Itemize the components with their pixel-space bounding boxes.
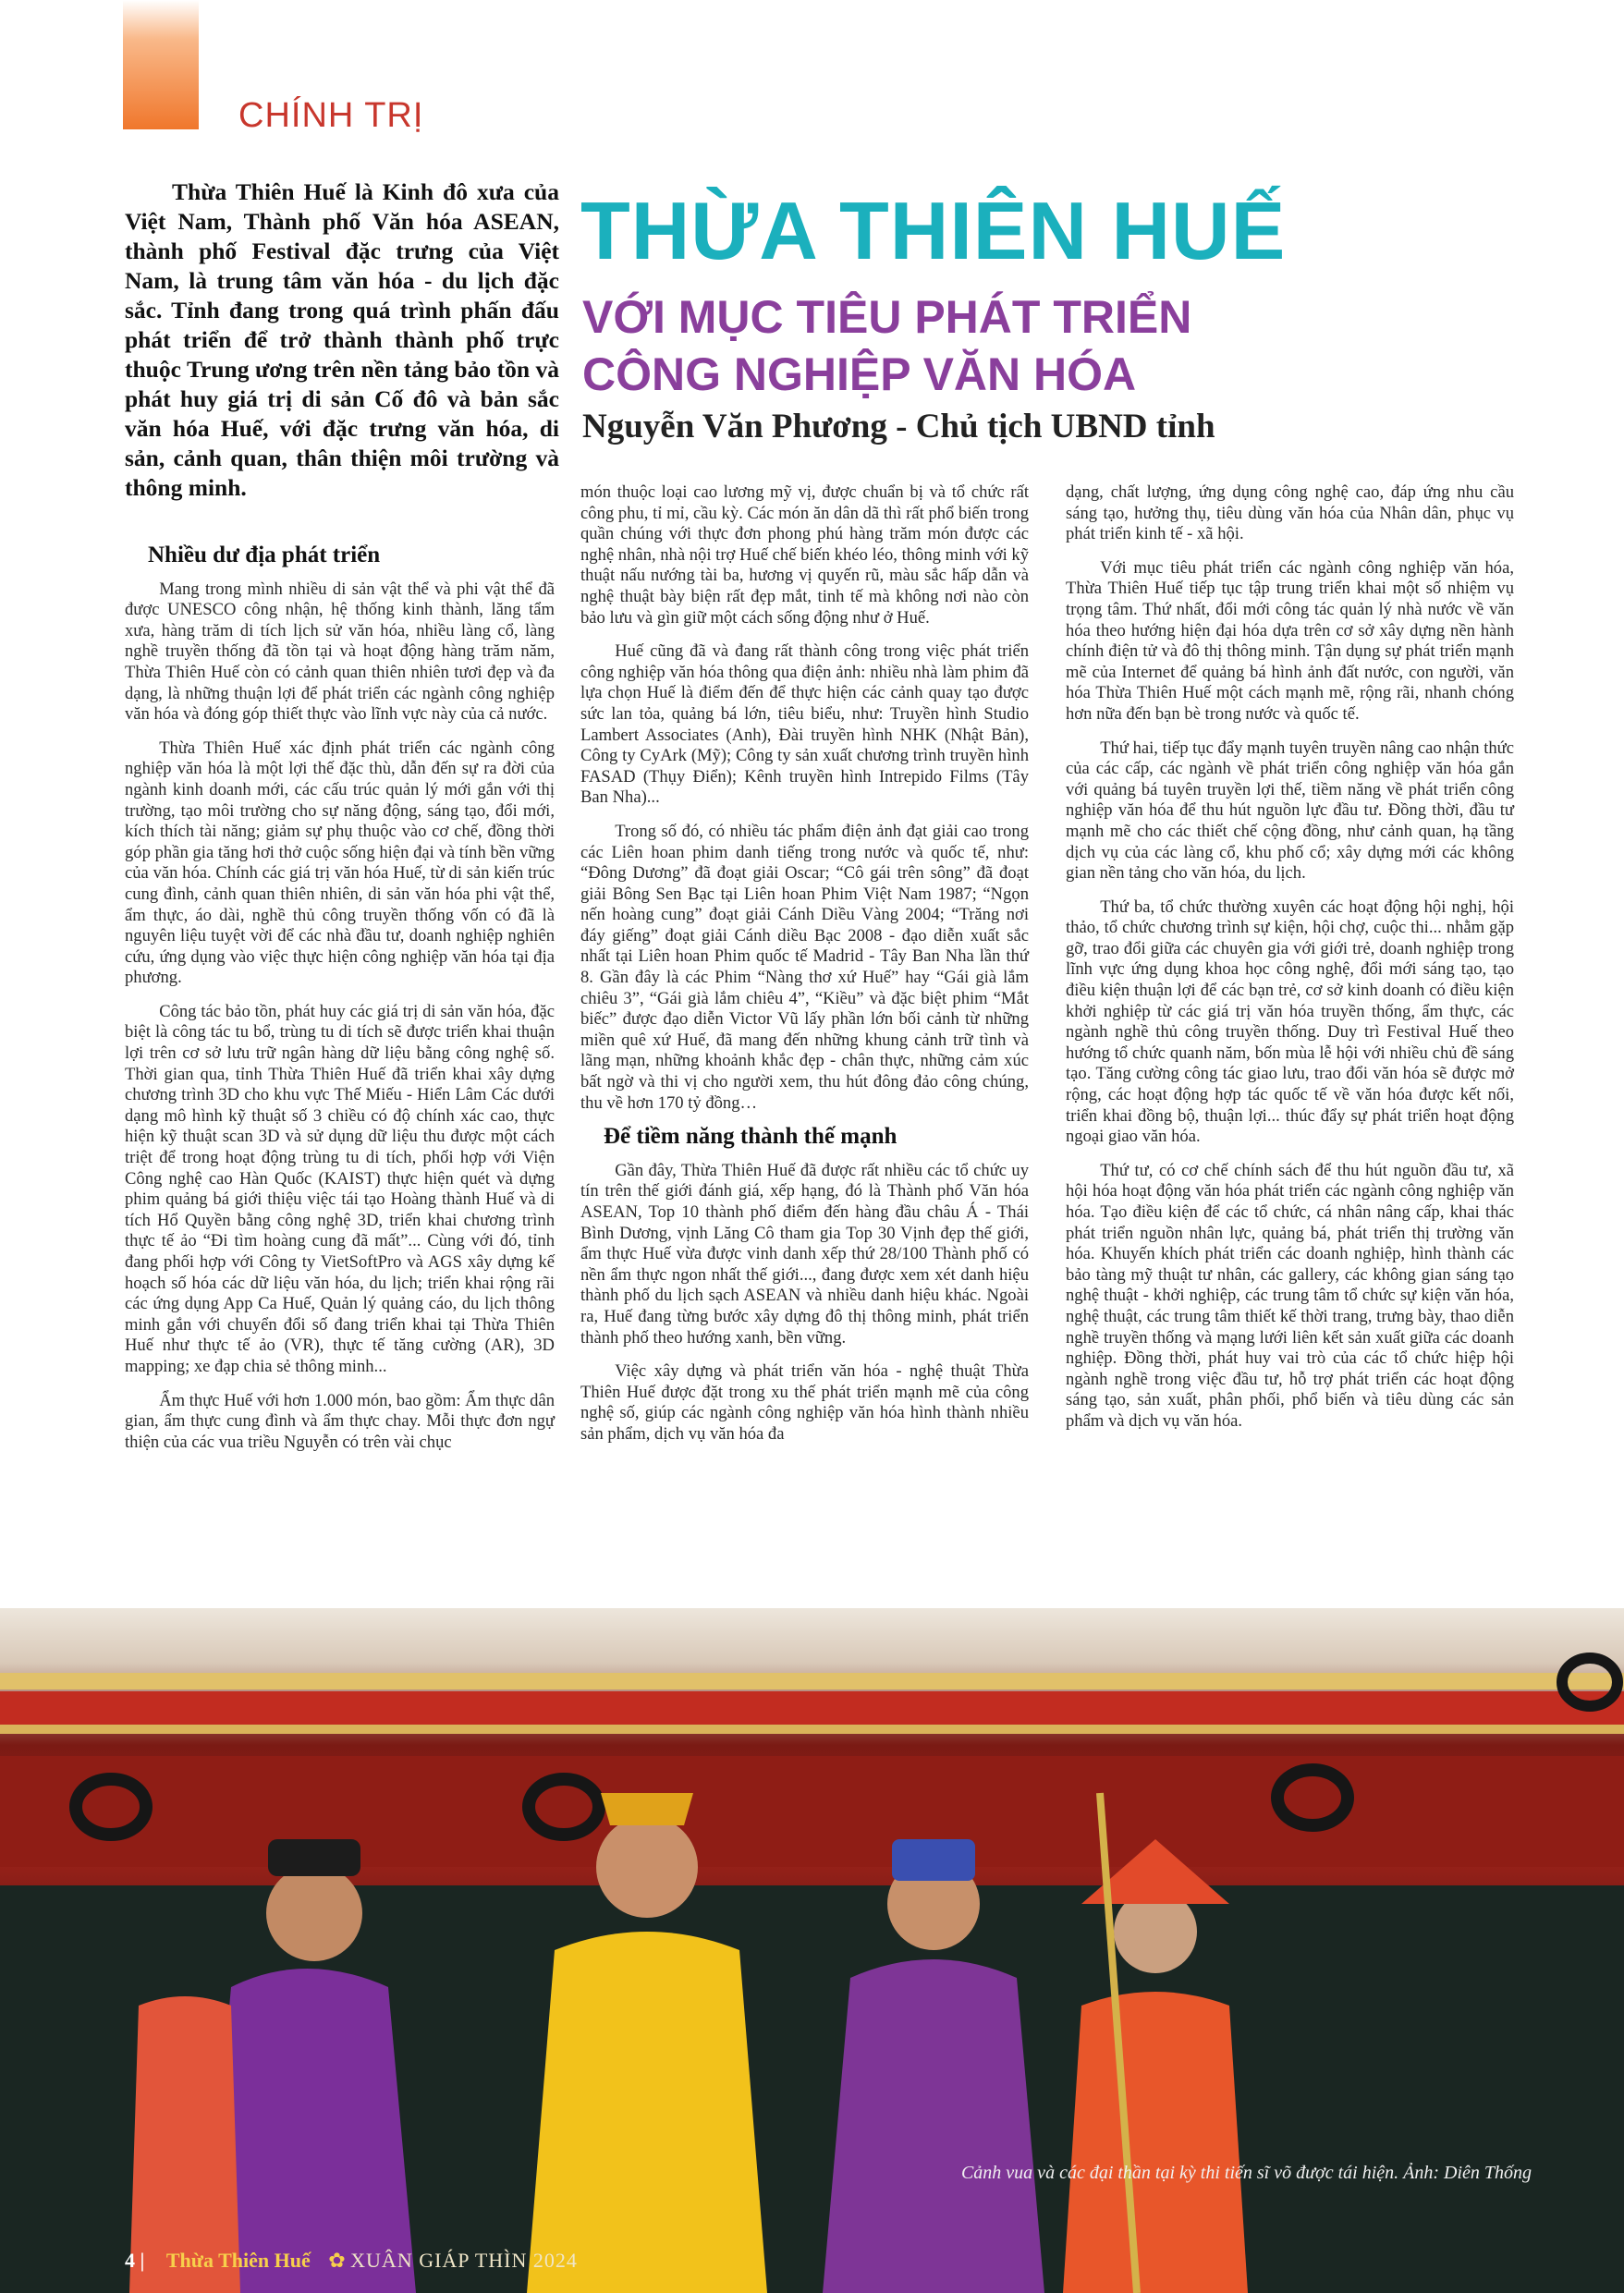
article-byline: Nguyễn Văn Phương - Chủ tịch UBND tỉnh <box>582 408 1215 445</box>
body-paragraph: Thứ ba, tổ chức thường xuyên các hoạt động hội nghị, hội thảo, tổ chức chương trình sự kiện, hội chợ, cuộc thi... nhằm gặp gỡ, trao đổi giữa các chuyên gia với giới trẻ, doanh nghiệp trong lĩnh vực ứng dụng khoa học công nghệ, đổi mới sáng tạo, tạo điều kiện thuận lợi để các bạn trẻ, cơ sở kinh doanh có điều kiện khởi nghiệp từ các giá trị văn hóa truyền thống, ẩm thực, các ngành nghề thủ công truyền thống. Duy trì Festival Huế theo hướng tổ chức quanh năm, bốn mùa lễ hội với nhiều chủ đề sáng tạo. Tăng cường công tác giao lưu, trao đổi văn hóa sẽ được mở rộng, các hoạt động hợp tác quốc tế về văn hóa được kết nối, triển khai đồng bộ, thuận lợi... thúc đẩy sự phát triển hoạt động ngoại giao văn hóa. <box>1066 896 1514 1147</box>
body-paragraph: Ẩm thực Huế với hơn 1.000 món, bao gồm: Ẩm thực dân gian, ẩm thực cung đình và ẩm thực chay. Mỗi thực đơn ngự thiện của các vua triều Nguyễn có trên vài chục <box>125 1390 555 1452</box>
section-accent-bar <box>123 0 199 129</box>
lead-paragraph: Thừa Thiên Huế là Kinh đô xưa của Việt Nam, Thành phố Văn hóa ASEAN, thành phố Festival đặc trưng của Việt Nam, là trung tâm văn hóa - du lịch đặc sắc. Tỉnh đang trong quá trình phấn đấu phát triển để trở thành thành phố trực thuộc Trung ương trên nền tảng bảo tồn và phát huy giá trị di sản Cố đô và bản sắc văn hóa Huế, với đặc trưng văn hóa, di sản, cảnh quan, thân thiện môi trường và thông minh. <box>125 178 559 501</box>
issue-label: XUÂN GIÁP THÌN 2024 <box>350 2249 578 2272</box>
body-paragraph: Việc xây dựng và phát triển văn hóa - nghệ thuật Thừa Thiên Huế được đặt trong xu thế phát triển mạnh mẽ của công nghệ số, giúp các ngành công nghiệp văn hóa hình thành nhiều sản phẩm, dịch vụ văn hóa đa <box>580 1361 1029 1444</box>
page-number: 4 | <box>125 2249 145 2272</box>
ceremony-photo <box>0 1608 1624 2293</box>
body-paragraph: Mang trong mình nhiều di sản vật thể và phi vật thể đã được UNESCO công nhận, hệ thống kinh thành, lăng tẩm xưa, hàng trăm di tích lịch sử văn hóa, nhiều làng cổ, làng nghề truyền thống đã tồn tại và hoạt động hàng trăm năm, Thừa Thiên Huế còn có cảnh quan thiên nhiên tươi đẹp và đa dạng, là những thuận lợi để phát triển các ngành công nghiệp văn hóa và đóng góp thiết thực vào lĩnh vực này của cả nước. <box>125 579 555 725</box>
body-paragraph: Công tác bảo tồn, phát huy các giá trị di sản văn hóa, đặc biệt là công tác tu bổ, trùng tu di tích sẽ được triển khai thuận lợi trên cơ sở lưu trữ ngân hàng dữ liệu bằng công nghệ số. Thời gian qua, tỉnh Thừa Thiên Huế đã triển khai xây dựng chương trình 3D cho khu vực Thế Miếu - Hiển Lâm Các dưới dạng mô hình kỹ thuật số 3 chiều có độ chính xác cao, thực hiện kỹ thuật scan 3D và sử dụng dữ liệu thu được một cách triệt để trong hoạt động trùng tu di tích, phối hợp với Viện Công nghệ cao Hàn Quốc (KAIST) thực hiện quét và dựng phim quảng bá giới thiệu việc tái tạo Hoàng thành Huế và di tích Hổ Quyền bằng công nghệ 3D, triển khai chương trình thực tế ảo “Đi tìm hoàng cung đã mất”... Cùng với đó, tỉnh đang phối hợp với Công ty VietSoftPro và AGS xây dựng kế hoạch số hóa các dữ liệu văn hóa, du lịch; triển khai rộng rãi các ứng dụng App Ca Huế, Quản lý quảng cáo, du lịch thông minh gắn với chuyển đổi số đang triển khai tại Thừa Thiên Huế như thực tế ảo (VR), thực tế tăng cường (AR), 3D mapping; xe đạp chia sẻ thông minh... <box>125 1001 555 1376</box>
body-paragraph: Với mục tiêu phát triển các ngành công nghiệp văn hóa, Thừa Thiên Huế tiếp tục tập trung triển khai một số nhiệm vụ trọng tâm. Thứ nhất, đổi mới công tác quản lý nhà nước về văn hóa theo hướng hiện đại hóa dựa trên cơ sở xây dựng nền hành chính điện tử và đô thị thông minh. Tận dụng sự phát triển mạnh mẽ của Internet để quảng bá hình ảnh đất nước, con người, văn hóa Thừa Thiên Huế một cách mạnh mẽ, rộng rãi, nhanh chóng hơn nữa đến bạn bè trong nước và quốc tế. <box>1066 557 1514 724</box>
body-paragraph: Gần đây, Thừa Thiên Huế đã được rất nhiều các tổ chức uy tín trên thế giới đánh giá, xếp hạng, đó là Thành phố Văn hóa ASEAN, Top 10 thành phố điểm đến hàng đầu châu Á - Thái Bình Dương, vịnh Lăng Cô tham gia Top 30 Vịnh đẹp thế giới, ẩm thực Huế vừa được vinh danh xếp thứ 28/100 Thành phố có nền ẩm thực ngon nhất thế giới..., đang được xem xét danh hiệu thành phố du lịch sạch ASEAN và nhiều danh hiệu khác. Ngoài ra, Huế đang từng bước xây dựng đô thị thông minh, phát triển thành phố theo hướng xanh, bền vững. <box>580 1160 1029 1348</box>
body-paragraph: Trong số đó, có nhiều tác phẩm điện ảnh đạt giải cao trong các Liên hoan phim danh tiếng trong nước và quốc tế, như: “Đông Dương” đã đoạt giải Oscar; “Cô gái trên sông” đã đoạt giải Bông Sen Bạc tại Liên hoan Phim Việt Nam 1987; “Ngọn nến hoàng cung” đoạt giải Cánh Diều Vàng 2004; “Trăng nơi đáy giếng” đoạt giải Cánh diều Bạc 2008 - đạo diễn xuất sắc nhất tại Liên hoan Phim quốc tế Madrid - Tây Ban Nha lần thứ 8. Gần đây là các Phim “Nàng thơ xứ Huế” hay “Gái già lắm chiêu 3”, “Gái già lắm chiêu 4”, “Kiều” và đặc biệt phim “Mắt biếc” được đạo diễn Victor Vũ lấy phần lớn bối cảnh từ những miền quê xứ Huế, đã mang đến những khung cảnh trữ tình và lãng mạn, những khoảnh khắc đẹp - chân thực, những cảm xúc bất ngờ và thi vị cho người xem, thu hút đông đảo công chúng, thu về hơn 170 tỷ đồng… <box>580 821 1029 1113</box>
body-paragraph: Thứ hai, tiếp tục đẩy mạnh tuyên truyền nâng cao nhận thức của các cấp, các ngành về phát triển công nghiệp văn hóa gắn với quảng bá tuyên truyền lợi thế, tiềm năng về phát triển công nghiệp văn hóa để thu hút nguồn lực đầu tư. Đồng thời, đầu tư mạnh mẽ cho các thiết chế cộng đồng, như cảnh quan, hạ tầng dịch vụ của các làng cổ, khu phố cổ; xây dựng mới các không gian nền tảng cho văn hóa, du lịch. <box>1066 738 1514 884</box>
text-column-3 <box>1066 482 1514 1445</box>
subhead-line-1: VỚI MỤC TIÊU PHÁT TRIỂN <box>582 291 1192 343</box>
body-paragraph: Thứ tư, có cơ chế chính sách để thu hút nguồn đầu tư, xã hội hóa hoạt động văn hóa phát triển các ngành công nghiệp văn hóa. Tạo điều kiện để các tổ chức, cá nhân nâng cấp, khai thác phát triển nguồn nhân lực, quảng bá, phát triển thị trường văn hóa. Khuyến khích phát triển các doanh nghiệp, hình thành các bảo tàng mỹ thuật tư nhân, các gallery, các không gian sáng tạo nghệ thuật - khởi nghiệp, các trung tâm tổ chức sự kiện văn hóa, nghệ thuật, các trung tâm thiết kế thời trang, trưng bày, thao diễn nghề truyền thống và mạng lưới liên kết sản xuất giữa các doanh nghiệp. Đồng thời, phát huy vai trò của các tổ chức hiệp hội ngành nghề trong việc đầu tư, hỗ trợ phát triển các hoạt động sáng tạo, sản xuất, phân phối, phổ biến và tiêu dùng các sản phẩm và dịch vụ văn hóa. <box>1066 1160 1514 1431</box>
text-column-1 <box>125 536 555 1466</box>
ceremony-illustration <box>0 1608 1624 2293</box>
text-column-2 <box>580 482 1029 1458</box>
flower-icon: ✿ <box>328 2249 346 2272</box>
article-headline: THỪA THIÊN HUẾ <box>580 185 1287 276</box>
article-subheadline <box>582 288 1507 403</box>
photo-caption: Cảnh vua và các đại thần tại kỳ thi tiến sĩ võ được tái hiện. Ảnh: Diên Thống <box>960 2163 1532 2183</box>
body-paragraph: dạng, chất lượng, ứng dụng công nghệ cao, đáp ứng nhu cầu sáng tạo, hưởng thụ, tiêu dùng văn hóa của Nhân dân, phục vụ phát triển kinh tế - xã hội. <box>1066 482 1514 544</box>
subhead-line-2: CÔNG NGHIỆP VĂN HÓA <box>582 348 1137 400</box>
section-label: CHÍNH TRỊ <box>238 96 424 135</box>
magazine-logo-text: Thừa Thiên Huế <box>165 2249 311 2272</box>
section-heading-development: Nhiều dư địa phát triển <box>148 543 381 567</box>
body-paragraph: món thuộc loại cao lương mỹ vị, được chuẩn bị và tổ chức rất công phu, tỉ mỉ, cầu kỳ. Các món ăn dân dã thì rất phổ biến trong quần chúng với thực đơn phong phú hàng trăm món được các nghệ nhân, nhà nội trợ Huế chế biến khéo léo, thông minh với kỹ thuật nấu nướng tài ba, hương vị quyến rũ, màu sắc hấp dẫn và nghệ thuật bày biện rất đẹp mắt, tinh tế mà không nơi nào còn bảo lưu và gìn giữ một cách sống động như ở Huế. <box>580 482 1029 628</box>
body-paragraph: Thừa Thiên Huế xác định phát triển các ngành công nghiệp văn hóa là một lợi thế đặc thù, dẫn đến sự ra đời của ngành kinh doanh mới, các cấu trúc quản lý mới gắn với thị trường, tạo môi trường cho sự năng động, sáng tạo, đổi mới, kích thích tài năng; giảm sự phụ thuộc vào cơ chế, đồng thời góp phần gia tăng hơi thở cuộc sống hiện đại và tính bền vững của văn hóa. Chính các giá trị văn hóa Huế, từ di sản kiến trúc cung đình, cảnh quan thiên nhiên, di sản văn hóa phi vật thể, ẩm thực, áo dài, nghề thủ công truyền thống vốn có đã là nguyên liệu tuyệt vời để các nhà đầu tư, doanh nghiệp nghiên cứu, ứng dụng vào việc thực hiện công nghiệp văn hóa tại địa phương. <box>125 738 555 988</box>
section-heading-potential: Để tiềm năng thành thế mạnh <box>604 1124 897 1150</box>
body-paragraph: Huế cũng đã và đang rất thành công trong việc phát triển công nghiệp văn hóa thông qua điện ảnh: nhiều nhà làm phim đã lựa chọn Huế là điểm đến để thực hiện các cảnh quay tạo được sức lan tỏa, quảng bá lớn, tiêu biểu, như: Truyền hình Studio Lambert Associates (Anh), Đài truyền hình NHK (Nhật Bản), Công ty CyArk (Mỹ); Công ty sản xuất chương trình truyền hình FASAD (Thụy Điển); Kênh truyền hình Intrepido Films (Tây Ban Nha)... <box>580 641 1029 808</box>
page-footer <box>125 2249 578 2273</box>
